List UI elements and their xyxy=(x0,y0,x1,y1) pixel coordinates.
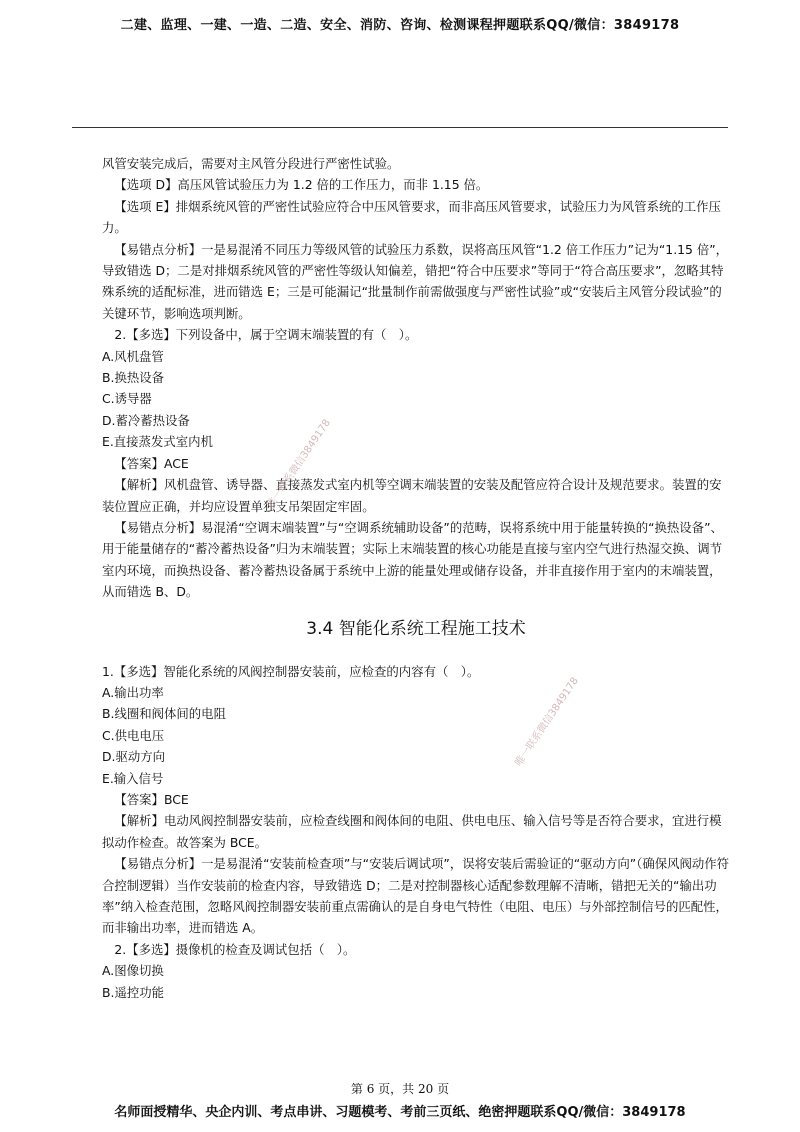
answer: 【答案】ACE xyxy=(114,455,189,471)
question-2: 2.【多选】摄像机的检查及调试包括（ ）。 xyxy=(114,941,356,957)
option-d: D.蓄冷蓄热设备 xyxy=(102,412,190,428)
question-2: 2.【多选】下列设备中，属于空调末端装置的有（ ）。 xyxy=(114,327,418,343)
error-analysis: 【易错点分析】一是易混淆不同压力等级风管的试验压力系数，误将高压风管“1.2 倍工作压力”记为“1.15 倍”，导致错选 D；二是对排烟系统风管的严密性等级认知偏差，错把“符合中压要求”等同于“符合高压要求”，忽略其特殊系统的适配标准，进而错选 E；三是可能漏记“批量制作前需做强度与严密性试验”或“安装后主风管分段试验”的关键环节，影响选项判断。 xyxy=(102,241,729,321)
option-b: B.线圈和阀体间的电阻 xyxy=(102,706,226,722)
option-d-note: 【选项 D】高压风管试验压力为 1.2 倍的工作压力，而非 1.15 倍。 xyxy=(114,177,489,193)
error-analysis: 【易错点分析】一是易混淆“安装前检查项”与“安装后调试项”，误将安装后需验证的“驱动方向”（确保风阀动作符合控制逻辑）当作安装前的检查内容，导致错选 D；二是对控制器核心适配参数理解不清晰，错把无关的“输出功率”纳入检查范围，忽略风阀控制器安装前重点需确认的是自身电气特性（电阻、电压）与外部控制信号的匹配性，而非输出功率，进而错选 A。 xyxy=(102,856,730,936)
header-divider xyxy=(72,127,728,128)
paragraph: 风管安装完成后，需要对主风管分段进行严密性试验。 xyxy=(102,156,400,171)
watermark: 唯一联系微信3849178 xyxy=(265,417,333,511)
option-a: A.风机盘管 xyxy=(102,348,164,364)
option-a: A.图像切换 xyxy=(102,963,164,979)
watermark: 唯一联系微信3849178 xyxy=(513,675,581,769)
header-banner: 二建、监理、一建、一造、二造、安全、消防、咨询、检测课程押题联系QQ/微信：3849178 xyxy=(120,18,680,33)
option-b: B.遥控功能 xyxy=(102,984,165,1000)
footer-banner: 名师面授精华、央企内训、考点串讲、习题模考、考前三页纸、绝密押题联系QQ/微信：3849178 xyxy=(114,1105,686,1120)
option-c: C.诱导器 xyxy=(102,391,152,407)
answer: 【答案】BCE xyxy=(114,791,189,807)
option-e-note: 【选项 E】排烟系统风管的严密性试验应符合中压风管要求，而非高压风管要求，试验压力为风管系统的工作压力。 xyxy=(102,198,721,236)
analysis: 【解析】风机盘管、诱导器、直接蒸发式室内机等空调末端装置的安装及配管应符合设计及规范要求。装置的安装位置应正确，并均应设置单独支吊架固定牢固。 xyxy=(102,477,722,514)
option-c: C.供电电压 xyxy=(102,727,165,743)
question-1: 1.【多选】智能化系统的风阀控制器安装前，应检查的内容有（ ）。 xyxy=(102,663,480,679)
option-e: E.输入信号 xyxy=(102,770,164,786)
analysis: 【解析】电动风阀控制器安装前，应检查线圈和阀体间的电阻、供电电压、输入信号等是否符合要求，宜进行模拟动作检查。故答案为 BCE。 xyxy=(102,813,722,850)
section-title: 3.4 智能化系统工程施工技术 xyxy=(306,618,526,639)
option-b: B.换热设备 xyxy=(102,370,165,386)
error-analysis: 【易错点分析】易混淆“空调末端装置”与“空调系统辅助设备”的范畴，误将系统中用于能量转换的“换热设备”、用于能量储存的“蓄冷蓄热设备”归为末端装置；实际上末端装置的核心功能是直接与室内空气进行热湿交换、调节室内环境，而换热设备、蓄冷蓄热设备属于系统中上游的能量处理或储存设备，并非直接作用于室内的末端装置，从而错选 B、D。 xyxy=(102,519,723,600)
option-e: E.直接蒸发式室内机 xyxy=(102,434,213,450)
option-a: A.输出功率 xyxy=(102,684,164,700)
page-number: 第 6 页，共 20 页 xyxy=(350,1082,450,1096)
document-body xyxy=(102,153,730,1003)
option-d: D.驱动方向 xyxy=(102,749,166,765)
